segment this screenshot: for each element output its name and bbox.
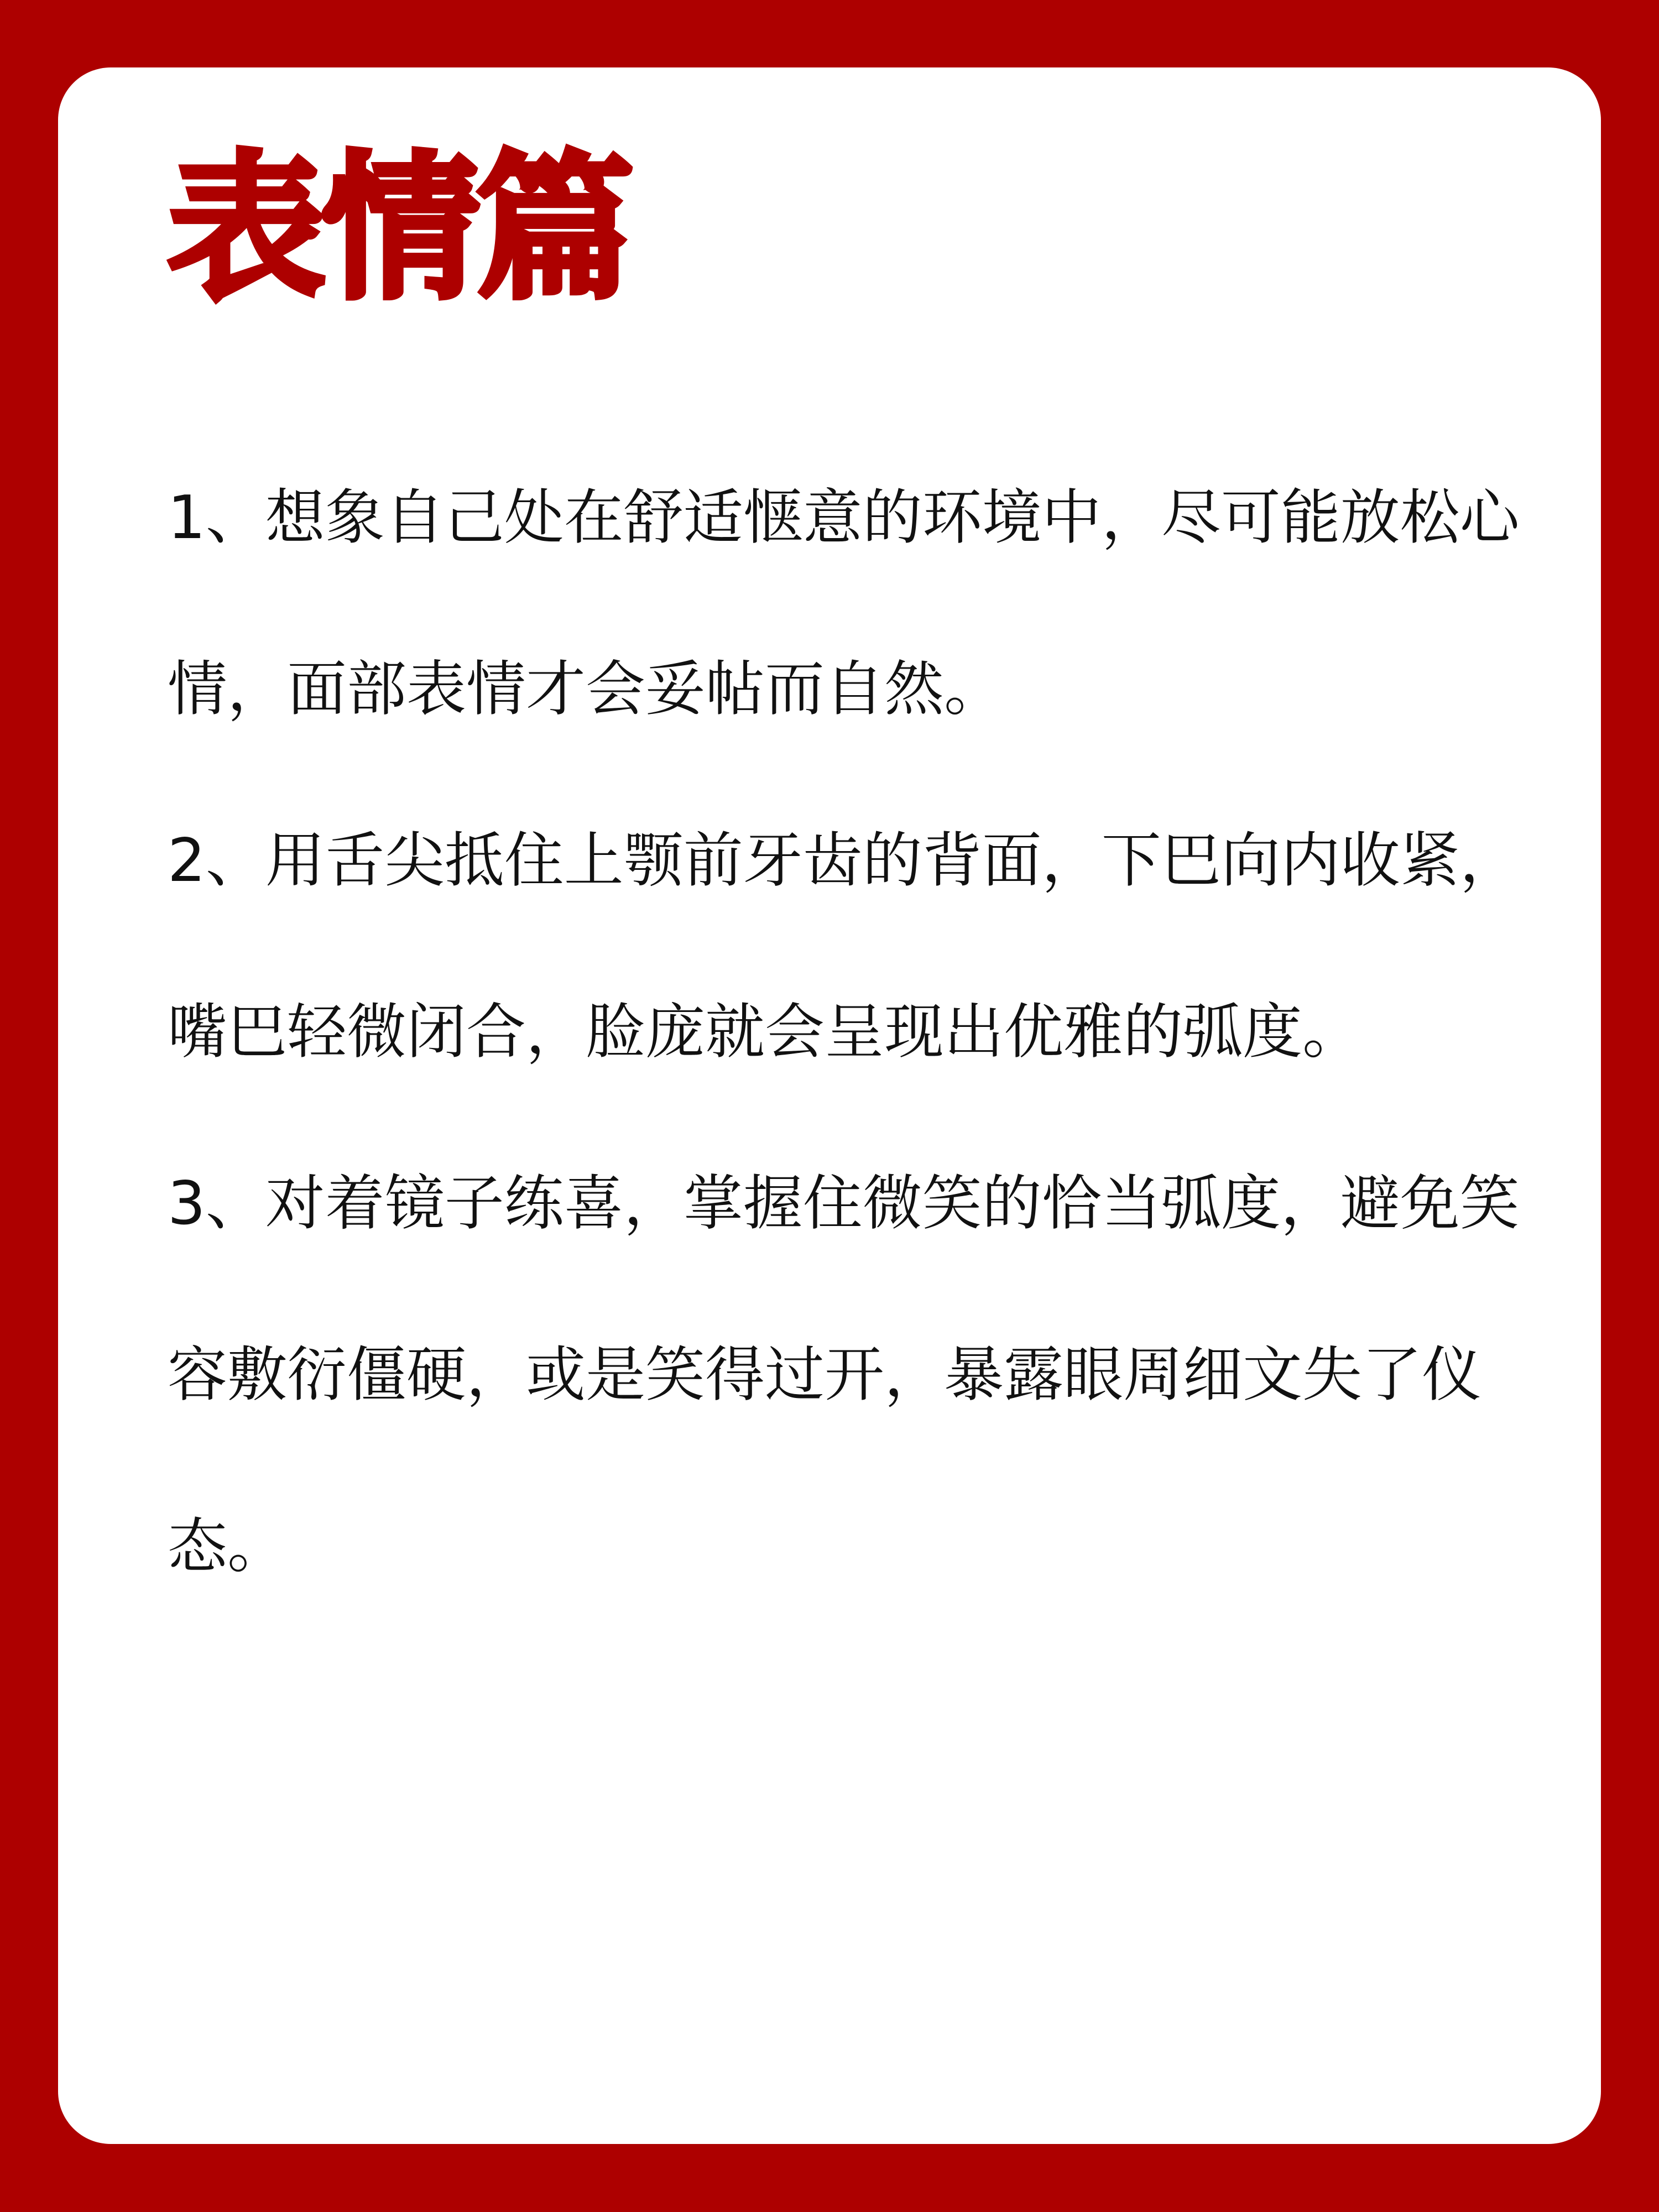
tips-list bbox=[168, 432, 1539, 1632]
tip-paragraph-2: 2、用舌尖抵住上颚前牙齿的背面，下巴向内收紧，嘴巴轻微闭合，脸庞就会呈现出优雅的弧度。 bbox=[168, 826, 1520, 1067]
content-card bbox=[58, 67, 1601, 2144]
tip-paragraph-1: 1、想象自己处在舒适惬意的环境中，尽可能放松心情，面部表情才会妥帖而自然。 bbox=[168, 483, 1520, 724]
page-title: 表情篇 bbox=[168, 137, 630, 321]
tip-paragraph-3: 3、对着镜子练喜，掌握住微笑的恰当弧度，避免笑容敷衍僵硬，或是笑得过开，暴露眼周细文失了仪态。 bbox=[168, 1169, 1520, 1581]
